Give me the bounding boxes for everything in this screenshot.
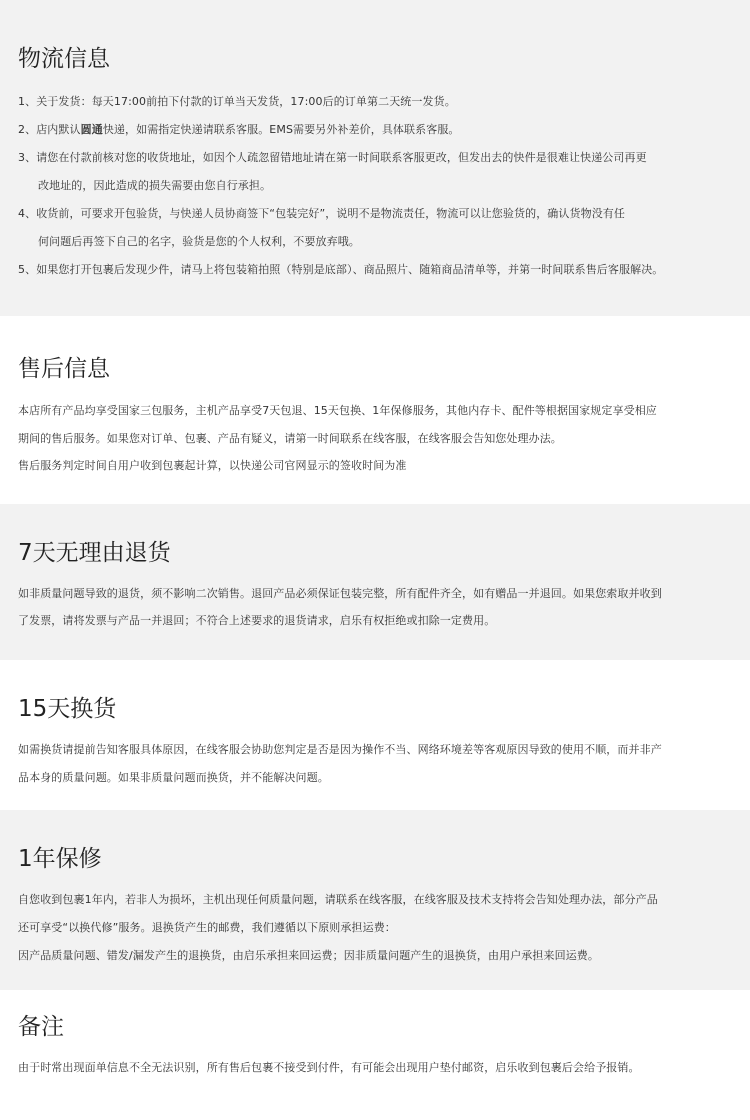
- exchange-line-1: 如需换货请提前告知客服具体原因，在线客服会协助您判定是否是因为操作不当、网络环境差等客观原因导致的使用不顺，而并非产: [18, 743, 662, 756]
- courier-name: 圆通: [80, 123, 103, 136]
- return-title: 7天无理由退货: [18, 540, 171, 566]
- logistics-line-5: 5、如果您打开包裹后发现少件，请马上将包装箱拍照（特别是底部）、商品照片、随箱商品清单等，并第一时间联系售后客服解决。: [18, 263, 664, 276]
- aftersales-line-2: 期间的售后服务。如果您对订单、包裹、产品有疑义，请第一时间联系在线客服，在线客服会告知您处理办法。: [18, 432, 562, 445]
- logistics-line-3b: 改地址的，因此造成的损失需要由您自行承担。: [38, 179, 272, 192]
- logistics-line-4: 4、收货前，可要求开包验货，与快递人员协商签下“包装完好”，说明不是物流责任，物流可以让您验货的，确认货物没有任: [18, 207, 625, 220]
- notes-title: 备注: [18, 1014, 64, 1040]
- warranty-section: [0, 810, 750, 990]
- return-section: [0, 504, 750, 660]
- logistics-section: [0, 0, 750, 316]
- logistics-title: 物流信息: [18, 46, 110, 72]
- warranty-line-3: 因产品质量问题、错发/漏发产生的退换货，由启乐承担来回运费；因非质量问题产生的退换货，由用户承担来回运费。: [18, 949, 600, 962]
- logistics-line-3: 3、请您在付款前核对您的收货地址，如因个人疏忽留错地址请在第一时间联系客服更改，但发出去的快件是很难让快递公司再更: [18, 151, 647, 164]
- exchange-line-2: 品本身的质量问题。如果非质量问题而换货，并不能解决问题。: [18, 771, 329, 784]
- aftersales-line-1: 本店所有产品均享受国家三包服务，主机产品享受7天包退、15天包换、1年保修服务，其他内存卡、配件等根据国家规定享受相应: [18, 404, 657, 417]
- exchange-section: [0, 660, 750, 810]
- notes-section: [0, 990, 750, 1120]
- warranty-title: 1年保修: [18, 846, 102, 872]
- exchange-title: 15天换货: [18, 696, 117, 722]
- warranty-line-2: 还可享受“以换代修”服务。退换货产生的邮费，我们遵循以下原则承担运费：: [18, 921, 396, 934]
- return-line-1: 如非质量问题导致的退货，须不影响二次销售。退回产品必须保证包装完整，所有配件齐全，如有赠品一并退回。如果您索取并收到: [18, 587, 662, 600]
- warranty-line-1: 自您收到包裹1年内，若非人为损坏，主机出现任何质量问题，请联系在线客服，在线客服及技术支持将会告知处理办法，部分产品: [18, 893, 658, 906]
- aftersales-section: [0, 316, 750, 504]
- logistics-line-2: 2、店内默认圆通快递，如需指定快递请联系客服。EMS需要另外补差价，具体联系客服。: [18, 123, 460, 136]
- aftersales-line-3: 售后服务判定时间自用户收到包裹起计算，以快递公司官网显示的签收时间为准: [18, 459, 407, 472]
- aftersales-title: 售后信息: [18, 356, 110, 382]
- notes-line-1: 由于时常出现面单信息不全无法识别，所有售后包裹不接受到付件，有可能会出现用户垫付邮资，启乐收到包裹后会给予报销。: [18, 1061, 640, 1074]
- logistics-line-4b: 何问题后再签下自己的名字，验货是您的个人权利，不要放弃哦。: [38, 235, 360, 248]
- logistics-line-1: 1、关于发货：每天17:00前拍下付款的订单当天发货，17:00后的订单第二天统一发货。: [18, 95, 456, 108]
- return-line-2: 了发票，请将发票与产品一并退回；不符合上述要求的退货请求，启乐有权拒绝或扣除一定费用。: [18, 614, 496, 627]
